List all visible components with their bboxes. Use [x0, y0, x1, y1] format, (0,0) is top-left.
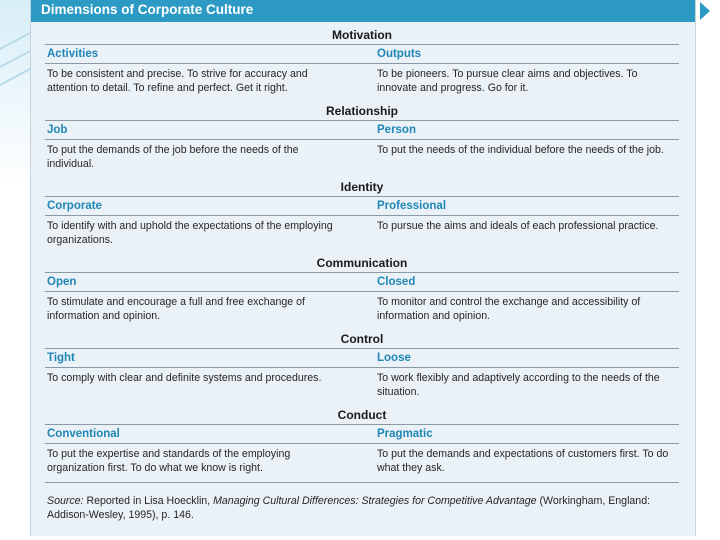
dimension-description-row — [45, 368, 679, 406]
page-title: Dimensions of Corporate Culture — [41, 2, 254, 17]
dimension-description-row — [45, 292, 679, 330]
dimension-description-row — [45, 64, 679, 102]
dimensions-table — [45, 26, 679, 482]
dimension-description-row — [45, 216, 679, 254]
left-label: Corporate — [47, 200, 102, 212]
right-description: To monitor and control the exchange and accessibility of information and opinion. — [377, 296, 641, 322]
right-label: Closed — [377, 276, 416, 288]
dimension-description-row — [45, 140, 679, 178]
left-description: To put the expertise and standards of the employing organization first. To do what we know is right. — [47, 448, 291, 474]
right-description: To put the needs of the individual before the needs of the job. — [377, 144, 664, 156]
right-decoration — [694, 0, 720, 540]
left-description: To stimulate and encourage a full and free exchange of information and opinion. — [47, 296, 305, 322]
right-label: Loose — [377, 352, 411, 364]
dimension-section — [45, 102, 679, 178]
dimension-section — [45, 330, 679, 406]
right-label: Pragmatic — [377, 428, 433, 440]
dimension-labels-row — [45, 425, 679, 444]
right-label: Outputs — [377, 48, 422, 60]
left-label: Open — [47, 276, 77, 288]
dimension-heading: Identity — [45, 178, 679, 197]
dimension-section — [45, 406, 679, 482]
dimension-labels-row — [45, 45, 679, 64]
dimension-section — [45, 254, 679, 330]
source-pre: Reported in Lisa Hoecklin, — [86, 495, 211, 507]
left-decoration — [0, 0, 30, 540]
left-label: Conventional — [47, 428, 120, 440]
culture-table-panel — [30, 0, 696, 536]
dimension-description-row — [45, 444, 679, 482]
title-bar — [31, 0, 695, 22]
source-book-title: Managing Cultural Differences: Strategies for Competitive Advantage — [213, 495, 537, 507]
right-description: To pursue the aims and ideals of each professional practice. — [377, 220, 659, 232]
right-description: To put the demands and expectations of customers first. To do what they ask. — [377, 448, 669, 474]
dimension-heading: Relationship — [45, 102, 679, 121]
source-post: (Workingham, England: Addison-Wesley, 1995), p. 146. — [47, 495, 651, 521]
dimension-heading: Control — [45, 330, 679, 349]
right-description: To work flexibly and adaptively according to the needs of the situation. — [377, 372, 660, 398]
dimension-heading: Motivation — [45, 26, 679, 45]
right-label: Person — [377, 124, 416, 136]
right-description: To be pioneers. To pursue clear aims and objectives. To innovate and progress. Go for it. — [377, 68, 638, 94]
left-label: Job — [47, 124, 68, 136]
chevron-right-icon — [700, 2, 710, 20]
dimension-heading: Communication — [45, 254, 679, 273]
left-description: To comply with clear and definite systems and procedures. — [47, 372, 322, 384]
left-description: To be consistent and precise. To strive for accuracy and attention to detail. To refine and perfect. Get it right. — [47, 68, 308, 94]
dimension-section — [45, 26, 679, 102]
dimension-labels-row — [45, 121, 679, 140]
source-divider — [45, 482, 679, 483]
dimension-labels-row — [45, 349, 679, 368]
left-label: Activities — [47, 48, 99, 60]
right-label: Professional — [377, 200, 447, 212]
dimension-labels-row — [45, 197, 679, 216]
left-label: Tight — [47, 352, 75, 364]
dimension-labels-row — [45, 273, 679, 292]
dimension-heading: Conduct — [45, 406, 679, 425]
dimension-section — [45, 178, 679, 254]
source-label: Source: — [47, 495, 84, 507]
source-note — [47, 494, 679, 522]
left-description: To put the demands of the job before the needs of the individual. — [47, 144, 299, 170]
left-description: To identify with and uphold the expectations of the employing organizations. — [47, 220, 333, 246]
